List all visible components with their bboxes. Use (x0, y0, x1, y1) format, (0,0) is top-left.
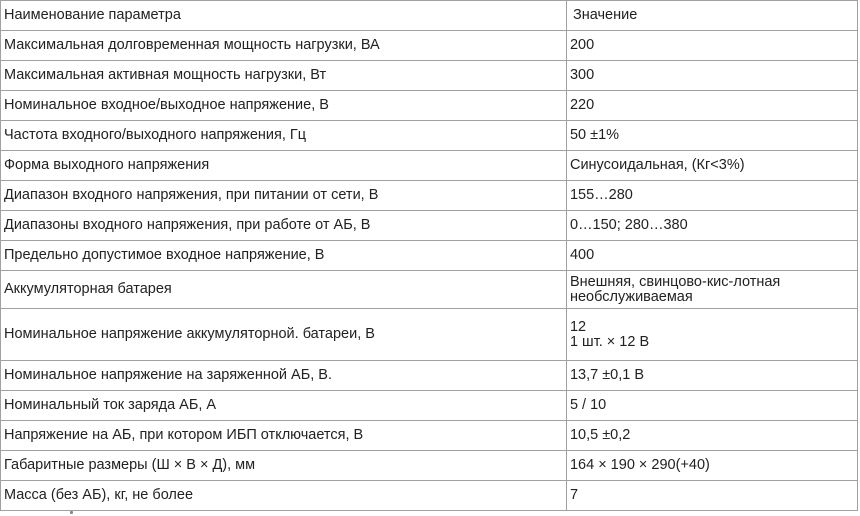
param-cell: Номинальное входное/выходное напряжение, В (1, 91, 567, 121)
param-cell: Номинальное напряжение аккумуляторной. батареи, В (1, 309, 567, 361)
value-line: Синусоидальная, (Кг<3%) (569, 157, 745, 173)
value-cell (566, 309, 857, 361)
table-row (1, 271, 858, 309)
param-cell: Номинальный ток заряда АБ, А (1, 391, 567, 421)
value-cell (566, 421, 857, 451)
value-cell (566, 121, 857, 151)
value-line: 5 / 10 (569, 397, 607, 413)
table-row (1, 61, 858, 91)
value-cell (566, 361, 857, 391)
value-line: 1 шт. × 12 В (569, 333, 650, 350)
value-cell (566, 181, 857, 211)
param-cell: Напряжение на АБ, при котором ИБП отключается, В (1, 421, 567, 451)
param-cell: Форма выходного напряжения (1, 151, 567, 181)
value-cell (566, 451, 857, 481)
value-cell (566, 481, 857, 511)
value-line: 10,5 ±0,2 (569, 427, 631, 443)
table-row (1, 309, 858, 361)
param-cell: Предельно допустимое входное напряжение, В (1, 241, 567, 271)
table-row (1, 391, 858, 421)
value-cell (566, 61, 857, 91)
param-cell: Габаритные размеры (Ш × В × Д), мм (1, 451, 567, 481)
table-row (1, 451, 858, 481)
value-line: 12 (569, 318, 587, 335)
table-row (1, 241, 858, 271)
table-header-row (1, 1, 858, 31)
value-line: 220 (569, 97, 595, 113)
value-line: 0…150; 280…380 (569, 217, 688, 233)
value-line: 50 ±1% (569, 127, 620, 143)
table-row (1, 211, 858, 241)
table-row (1, 151, 858, 181)
value-line: 400 (569, 247, 595, 263)
param-cell: Масса (без АБ), кг, не более (1, 481, 567, 511)
param-cell: Диапазон входного напряжения, при питании от сети, В (1, 181, 567, 211)
param-cell: Номинальное напряжение на заряженной АБ, В. (1, 361, 567, 391)
value-line: 13,7 ±0,1 В (569, 367, 645, 383)
value-cell (566, 241, 857, 271)
value-cell (566, 211, 857, 241)
param-cell: Частота входного/выходного напряжения, Гц (1, 121, 567, 151)
value-cell (566, 391, 857, 421)
param-cell: Диапазоны входного напряжения, при работе от АБ, В (1, 211, 567, 241)
page-mark (70, 511, 73, 514)
param-cell: Максимальная долговременная мощность нагрузки, ВА (1, 31, 567, 61)
table-row (1, 481, 858, 511)
value-line: 7 (569, 487, 579, 503)
value-line: 300 (569, 67, 595, 83)
header-value-cell (566, 1, 857, 31)
table-row (1, 361, 858, 391)
value-line: 164 × 190 × 290(+40) (569, 457, 710, 473)
value-cell (566, 271, 857, 309)
value-line: 200 (569, 37, 595, 53)
value-line: Внешняя, свинцово-кис-лотная (569, 273, 781, 290)
table-row (1, 421, 858, 451)
param-cell: Аккумуляторная батарея (1, 271, 567, 309)
header-param-cell: Наименование параметра (1, 1, 567, 31)
value-cell (566, 31, 857, 61)
table-row (1, 181, 858, 211)
table-row (1, 91, 858, 121)
param-cell: Максимальная активная мощность нагрузки, Вт (1, 61, 567, 91)
value-line: 155…280 (569, 187, 633, 203)
table-row (1, 121, 858, 151)
value-line: необслуживаемая (569, 288, 693, 305)
value-cell (566, 151, 857, 181)
table-row (1, 31, 858, 61)
header-value-label: Значение (572, 7, 638, 23)
value-cell (566, 91, 857, 121)
